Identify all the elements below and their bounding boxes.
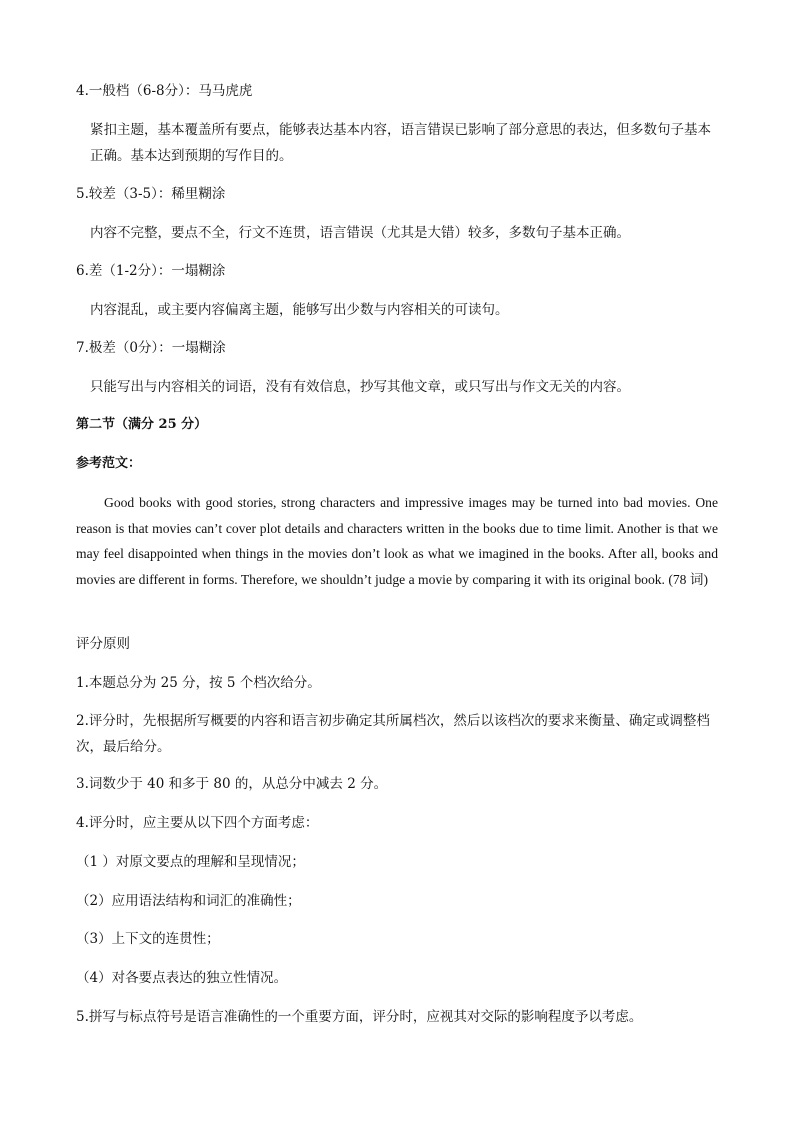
section-title: 第二节（满分 25 分） xyxy=(76,417,208,432)
principle-4-item-4: （4）对各要点表达的独立性情况。 xyxy=(76,970,288,986)
principle-3: 3.词数少于 40 和多于 80 的，从总分中减去 2 分。 xyxy=(76,776,388,792)
principle-4-item-1: （1 ）对原文要点的理解和呈现情况； xyxy=(76,854,305,870)
level-4-description: 紧扣主题，基本覆盖所有要点，能够表达基本内容，语言错误已影响了部分意思的表达，但多数句子基本正确。基本达到预期的写作目的。 xyxy=(90,122,711,164)
sample-essay-label: 参考范文： xyxy=(76,456,142,471)
principle-2: 2.评分时，先根据所写概要的内容和语言初步确定其所属档次，然后以该档次的要求来衡量、确定或调整档次，最后给分。 xyxy=(76,713,710,755)
principle-5: 5.拼写与标点符号是语言准确性的一个重要方面，评分时，应视其对交际的影响程度予以考虑。 xyxy=(76,1009,643,1025)
principle-4-item-3: （3）上下文的连贯性； xyxy=(76,931,220,947)
principle-1: 1.本题总分为 25 分，按 5 个档次给分。 xyxy=(76,675,321,691)
sample-essay: Good books with good stories, strong characters and impressive images may be turned into bad movies. One reason is that movies can’t cover plot details and characters written in the books due to time limit. Another is that we may feel disappointed when things in the movies don’t look as what we imagined in the books. After all, books and movies are different in forms. Therefore, we shouldn’t judge a movie by comparing it with its original book. (78 词) xyxy=(76,495,718,587)
level-6-heading: 6.差（1-2分）：一塌糊涂 xyxy=(76,263,226,279)
level-4-heading: 4.一般档（6-8分）：马马虎虎 xyxy=(76,83,253,99)
level-7-description: 只能写出与内容相关的词语，没有有效信息，抄写其他文章，或只写出与作文无关的内容。 xyxy=(90,379,630,395)
level-6-description: 内容混乱，或主要内容偏离主题，能够写出少数与内容相关的可读句。 xyxy=(90,302,509,318)
principles-title: 评分原则 xyxy=(76,636,130,652)
level-7-heading: 7.极差（0分）：一塌糊涂 xyxy=(76,340,226,356)
level-5-description: 内容不完整，要点不全，行文不连贯，语言错误（尤其是大错）较多，多数句子基本正确。 xyxy=(90,225,630,241)
principle-4: 4.评分时，应主要从以下四个方面考虑： xyxy=(76,815,319,831)
principle-4-item-2: （2）应用语法结构和词汇的准确性； xyxy=(76,893,301,909)
level-5-heading: 5.较差（3-5）：稀里糊涂 xyxy=(76,186,226,202)
